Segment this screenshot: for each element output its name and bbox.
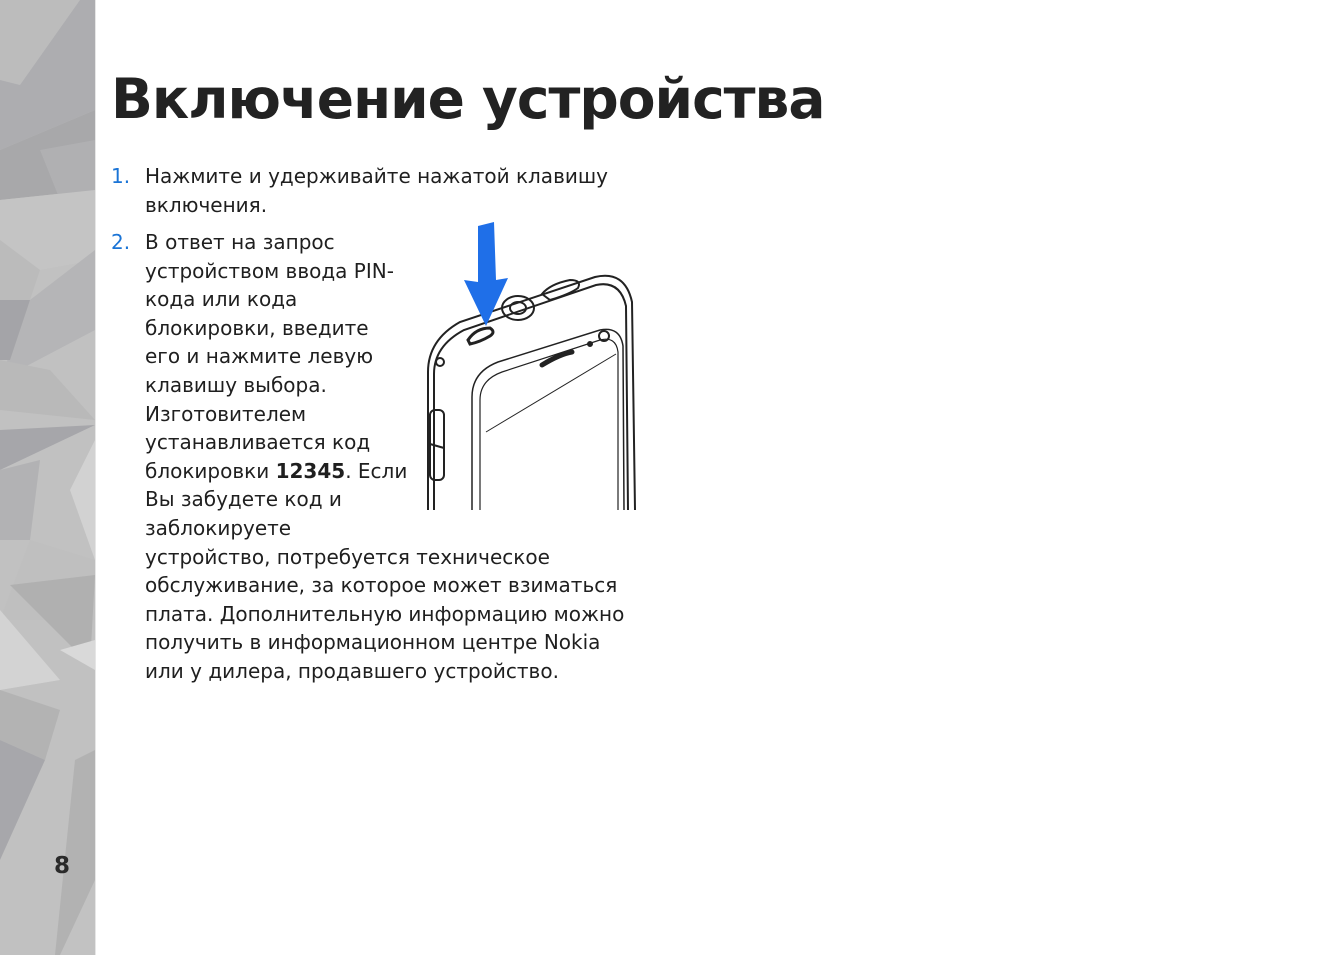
step-text-line: обслуживание, за которое может взиматься [145, 573, 618, 598]
step-text-line: включения. [145, 192, 268, 217]
step-text-line: кода или кода [145, 287, 298, 312]
step-text-line: блокировки, введите [145, 315, 369, 340]
phone-illustration [420, 222, 642, 512]
step-text-line: Вы забудете код и [145, 487, 342, 512]
step-number: 1. [111, 164, 131, 188]
step-text-line: В ответ на запрос [145, 230, 335, 254]
lock-code-suffix: . Если [345, 458, 408, 483]
step-text-line: или у дилера, продавшего устройство. [145, 658, 559, 683]
step-text-line: заблокируете [145, 515, 292, 540]
page-title: Включение устройства [111, 67, 825, 131]
step-text-line: плата. Дополнительную информацию можно [145, 601, 625, 626]
step-text-line: устройство, потребуется техническое [145, 544, 550, 569]
lock-code-prefix: блокировки [145, 458, 276, 483]
page-number: 8 [53, 853, 70, 879]
step-text-line: его и нажмите левую [145, 344, 374, 369]
lock-code: 12345 [275, 458, 346, 483]
polygon-pattern-icon [0, 0, 95, 955]
step-text-line: Изготовителем [145, 401, 307, 426]
step-text-line: клавишу выбора. [145, 372, 327, 397]
decorative-sidebar [0, 0, 95, 955]
step-text-line: устанавливается код [145, 430, 371, 455]
phone-power-key-icon [420, 222, 642, 512]
step-text-line: получить в информационном центре Nokia [145, 630, 601, 655]
step-number: 2. [111, 230, 131, 254]
step-text-line: Нажмите и удерживайте нажатой клавишу [145, 164, 608, 188]
sidebar-divider [95, 0, 96, 955]
step-text-line: устройством ввода PIN- [145, 258, 394, 283]
